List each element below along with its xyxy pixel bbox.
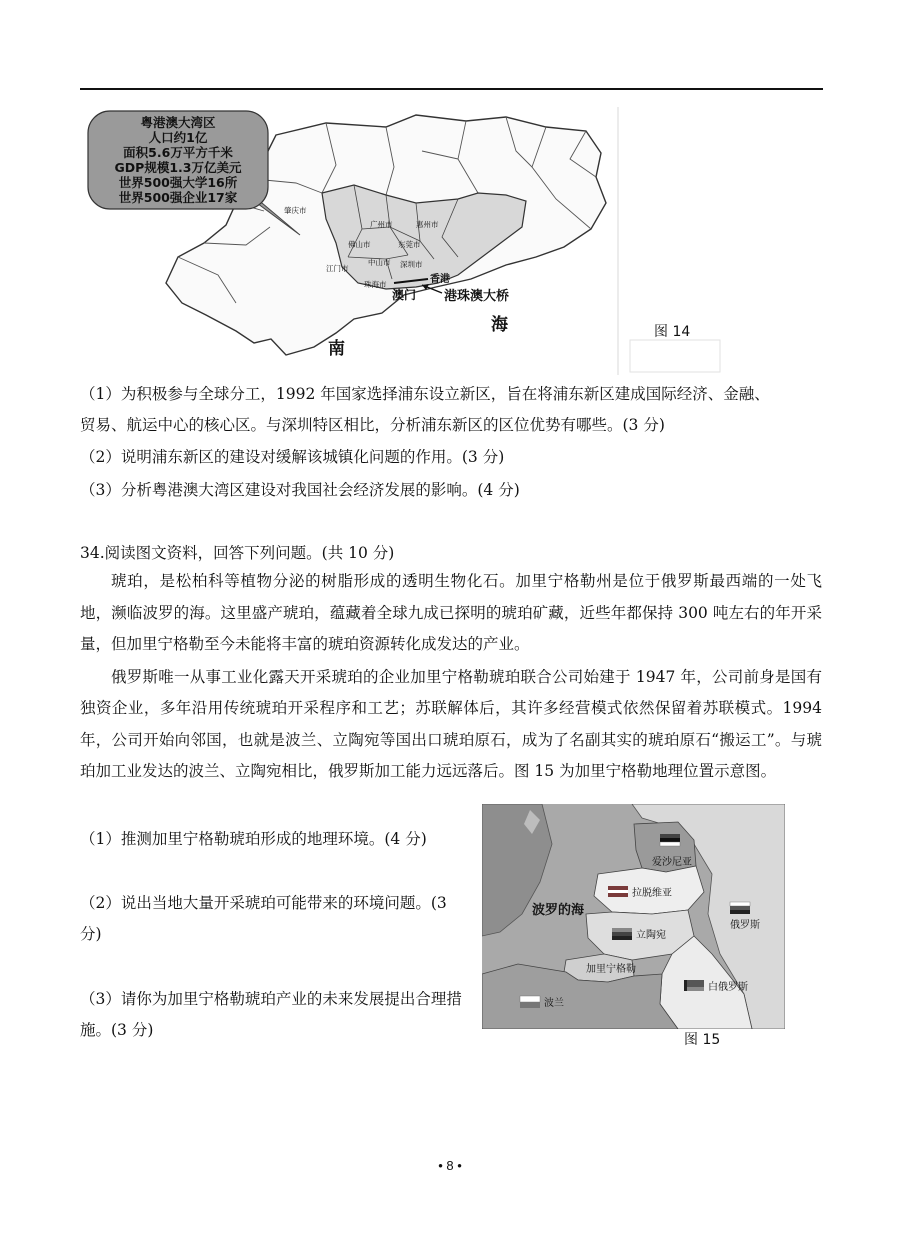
flag-icon bbox=[612, 928, 632, 940]
sea-label: 海 bbox=[491, 315, 508, 335]
city-label-macau: 澳门 bbox=[392, 288, 417, 302]
flag-icon bbox=[660, 834, 680, 846]
callout-line: GDP规模1.3万亿美元 bbox=[114, 160, 242, 175]
city-label-hongkong: 香港 bbox=[430, 274, 450, 285]
city-label: 江门市 bbox=[326, 264, 349, 273]
figure-14-map bbox=[86, 107, 721, 375]
sea-label: 波罗的海 bbox=[532, 903, 585, 918]
page-number: • 8 • bbox=[438, 1158, 462, 1173]
country-label: 立陶宛 bbox=[636, 930, 666, 941]
q33-2: （2）说明浦东新区的建设对缓解该城镇化问题的作用。(3 分) bbox=[80, 448, 505, 466]
header-rule bbox=[80, 88, 823, 90]
city-label: 佛山市 bbox=[348, 240, 371, 249]
q33-1-line1: （1）为积极参与全球分工，1992 年国家选择浦东设立新区，旨在将浦东新区建成国际经济、金融、 bbox=[80, 385, 770, 403]
callout-line: 面积5.6万平方千米 bbox=[123, 145, 233, 160]
q33-3: （3）分析粤港澳大湾区建设对我国社会经济发展的影响。(4 分) bbox=[80, 481, 520, 499]
sea-label: 南 bbox=[328, 339, 345, 359]
q34-heading: 34.阅读图文资料，回答下列问题。(共 10 分) bbox=[80, 544, 395, 562]
callout-line: 粤港澳大湾区 bbox=[140, 115, 216, 130]
q34-2: （2）说出当地大量开采琥珀可能带来的环境问题。(3 分) bbox=[80, 894, 447, 943]
flag-icon bbox=[608, 886, 628, 897]
figure-14-caption: 图 14 bbox=[654, 324, 691, 340]
figure-15-caption: 图 15 bbox=[684, 1032, 721, 1048]
callout-line: 世界500强大学16所 bbox=[118, 175, 238, 190]
figure-15-map bbox=[482, 804, 785, 1052]
q34-1: （1）推测加里宁格勒琥珀形成的地理环境。(4 分) bbox=[80, 830, 427, 848]
city-label: 中山市 bbox=[368, 258, 391, 267]
city-label: 惠州市 bbox=[416, 220, 439, 229]
country-label: 白俄罗斯 bbox=[708, 982, 748, 993]
callout-line: 人口约1亿 bbox=[148, 130, 208, 145]
q34-paragraph-1: 琥珀，是松柏科等植物分泌的树脂形成的透明生物化石。加里宁格勒州是位于俄罗斯最西端的一处飞地，濒临波罗的海。这里盛产琥珀，蕴藏着全球九成已探明的琥珀矿藏，近些年都保持 300 吨左右的年开采量，但加里宁格勒至今未能将丰富的琥珀资源转化成发达的产业。 bbox=[80, 572, 822, 653]
callout-line: 世界500强企业17家 bbox=[118, 190, 238, 205]
bridge-label: 港珠澳大桥 bbox=[444, 289, 510, 304]
q34-3: （3）请你为加里宁格勒琥珀产业的未来发展提出合理措施。(3 分) bbox=[80, 990, 462, 1039]
q34-paragraph-2: 俄罗斯唯一从事工业化露天开采琥珀的企业加里宁格勒琥珀联合公司始建于 1947 年，公司前身是国有独资企业，多年沿用传统琥珀开采程序和工艺；苏联解体后，其许多经营模式依然保留着苏联模式。1994 年，公司开始向邻国，也就是波兰、立陶宛等国出口琥珀原石，成为了名副其实的琥珀原石“搬运工”。与琥珀加工业发达的波兰、立陶宛相比，俄罗斯加工能力远远落后。图 15 为加里宁格勒地理位置示意图。 bbox=[80, 667, 822, 780]
city-label: 广州市 bbox=[370, 220, 393, 229]
city-label: 东莞市 bbox=[398, 240, 421, 249]
city-label: 珠海市 bbox=[364, 280, 387, 289]
flag-icon bbox=[730, 902, 750, 914]
country-label: 俄罗斯 bbox=[730, 920, 760, 931]
country-label: 加里宁格勒 bbox=[586, 964, 636, 975]
flag-icon bbox=[520, 996, 540, 1008]
country-label: 爱沙尼亚 bbox=[652, 857, 692, 868]
city-label: 深圳市 bbox=[400, 260, 423, 269]
city-label: 肇庆市 bbox=[284, 206, 307, 215]
q34-passage bbox=[80, 566, 822, 788]
country-label: 拉脱维亚 bbox=[632, 888, 672, 899]
flag-icon bbox=[684, 980, 704, 991]
country-label: 波兰 bbox=[544, 998, 564, 1009]
q33-1-line2: 贸易、航运中心的核心区。与深圳特区相比，分析浦东新区的区位优势有哪些。(3 分) bbox=[80, 416, 665, 434]
